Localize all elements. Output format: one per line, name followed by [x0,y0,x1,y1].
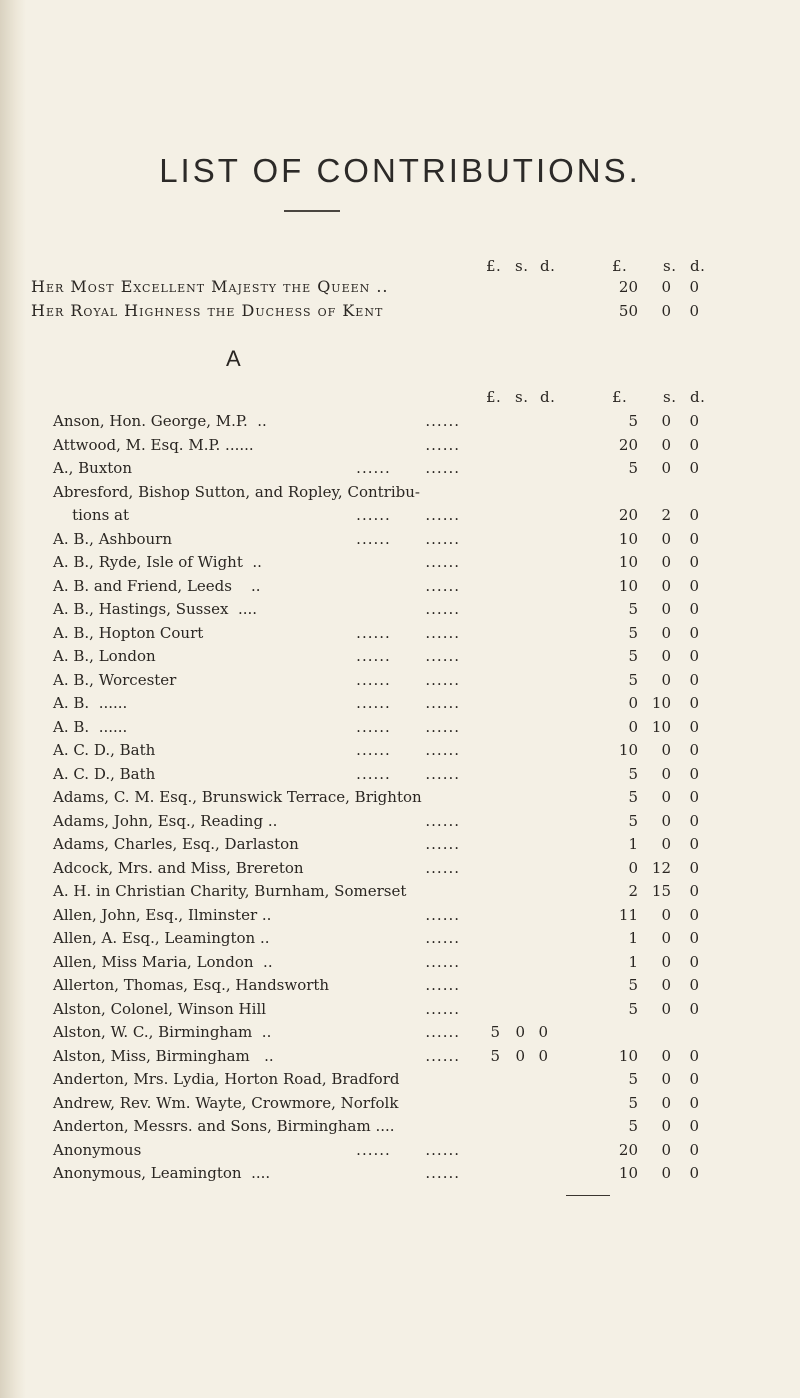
contributor-name: Allen, John, Esq., Ilminster .. [53,905,272,924]
total-pounds: 20 [618,506,638,524]
total-pence: 0 [689,600,699,618]
contribution-row [0,1139,800,1161]
contribution-row [0,716,800,738]
contributor-name: Adams, Charles, Esq., Darlaston [53,835,299,853]
sub-shillings: 0 [515,1046,525,1065]
total-shillings: 0 [661,553,671,571]
total-shillings: 0 [661,764,671,783]
header-pence-total: d. [690,388,706,406]
contribution-row [0,481,800,503]
total-pence: 0 [689,999,699,1018]
total-shillings: 0 [661,600,671,618]
total-shillings: 0 [661,623,671,642]
total-pence: 0 [689,506,699,524]
leader-dots: ...... [425,952,460,971]
leader-dots: ...... [425,929,460,947]
total-shillings: 0 [661,1117,671,1135]
contribution-row [0,857,800,879]
contributor-name: Anderton, Messrs. and Sons, Birmingham .... [53,1117,395,1135]
contribution-row [0,880,800,902]
contributor-name: A. B., Worcester [53,670,177,689]
section-letter: A [226,346,241,371]
contribution-row [0,1162,800,1184]
leader-dots: ...... ...... [356,694,460,712]
total-shillings: 0 [661,999,671,1018]
total-shillings: 0 [661,302,671,320]
total-pounds: 10 [618,553,638,571]
total-pounds: 20 [618,278,638,296]
total-pounds: 5 [628,670,638,689]
contributor-name: A. C. D., Bath [53,741,156,759]
total-pounds: 1 [628,952,638,971]
contribution-row [0,551,800,573]
total-pence: 0 [689,952,699,971]
leader-dots: ...... [425,435,460,454]
contributor-name: Anonymous, Leamington .... [53,1164,271,1182]
header-pounds-sub: £. [486,388,502,406]
sub-pounds: 5 [490,1023,500,1041]
contributor-name: Abresford, Bishop Sutton, and Ropley, Contribu- [53,482,420,501]
contribution-row [0,951,800,973]
contribution-row [0,434,800,456]
total-shillings: 0 [661,976,671,994]
total-pounds: 5 [628,412,638,430]
leader-dots: ...... ...... [356,741,460,759]
total-shillings: 0 [661,529,671,548]
total-shillings: 0 [661,576,671,595]
leader-dots: ...... ...... [356,506,460,524]
contribution-row [0,927,800,949]
contributor-name: Allen, Miss Maria, London .. [53,952,273,971]
total-pounds: 10 [618,741,638,759]
total-pence: 0 [689,576,699,595]
page-title: LIST OF CONTRIBUTIONS. [159,152,641,189]
header-shillings-sub: s. [515,388,529,406]
total-pence: 0 [689,647,699,665]
total-pounds: 1 [628,929,638,947]
total-shillings: 0 [661,811,671,830]
total-pence: 0 [689,670,699,689]
total-pounds: 5 [628,1117,638,1135]
total-pounds: 5 [628,647,638,665]
leader-dots: ...... ...... [356,670,460,689]
total-shillings: 0 [661,435,671,454]
total-pence: 0 [689,976,699,994]
total-pence: 0 [689,905,699,924]
contributor-name: A. C. D., Bath [53,764,156,783]
sub-pence: 0 [538,1023,548,1041]
total-pence: 0 [689,811,699,830]
contribution-row [0,575,800,597]
contributor-name: Alston, Colonel, Winson Hill [53,999,267,1018]
total-pounds: 10 [618,576,638,595]
contribution-row [0,1045,800,1067]
contributor-name: Allerton, Thomas, Esq., Handsworth [53,976,330,994]
contributor-name: Adams, C. M. Esq., Brunswick Terrace, Brighton [53,788,422,806]
total-pounds: 5 [628,976,638,994]
total-pence: 0 [689,412,699,430]
leader-dots: ...... ...... [356,1140,460,1159]
header-shillings-total: s. [663,257,677,275]
total-shillings: 0 [661,278,671,296]
contribution-row [0,1115,800,1137]
header-pence-sub: d. [540,388,556,406]
total-pence: 0 [689,764,699,783]
contribution-row [0,504,800,526]
total-pence: 0 [689,623,699,642]
contribution-row [0,1021,800,1043]
leader-dots: ...... ...... [356,647,460,665]
total-pence: 0 [689,694,699,712]
total-shillings: 0 [661,1164,671,1182]
contribution-row [0,833,800,855]
contributor-name: A. B., Hopton Court [53,623,204,642]
total-pence: 0 [689,741,699,759]
leader-dots: ...... [425,412,460,430]
total-shillings: 2 [661,506,671,524]
contributor-name: A. B., Hastings, Sussex .... [53,600,258,618]
total-shillings: 12 [651,858,671,877]
total-pence: 0 [689,459,699,477]
contribution-row [0,763,800,785]
leader-dots: ...... [425,553,460,571]
title-rule [284,210,340,212]
total-pounds: 5 [628,788,638,806]
leader-dots: ...... [425,905,460,924]
header-shillings-total: s. [663,388,677,406]
total-pounds: 0 [628,858,638,877]
contributor-name: A. B. and Friend, Leeds .. [53,576,261,595]
contributor-name: Adams, John, Esq., Reading .. [53,811,278,830]
sub-shillings: 0 [515,1023,525,1041]
header-pounds-sub: £. [486,257,502,275]
total-pence: 0 [689,788,699,806]
entry-name: Her Most Excellent Majesty the Queen .. [31,277,389,296]
total-pounds: 5 [628,764,638,783]
total-pence: 0 [689,1164,699,1182]
total-pounds: 2 [628,882,638,900]
total-pence: 0 [689,835,699,853]
contribution-row [0,786,800,808]
leader-dots: ...... [425,600,460,618]
royal-entry [0,300,800,322]
total-pence: 0 [689,1046,699,1065]
contributor-name: Alston, Miss, Birmingham .. [53,1046,274,1065]
leader-dots: ...... [425,999,460,1018]
contribution-row [0,692,800,714]
bracket-dash [566,1195,610,1196]
total-pence: 0 [689,278,699,296]
contribution-row [0,904,800,926]
total-pounds: 5 [628,1070,638,1088]
leader-dots: ...... [425,811,460,830]
total-shillings: 0 [661,647,671,665]
total-pence: 0 [689,1117,699,1135]
sub-pence: 0 [538,1046,548,1065]
total-pence: 0 [689,435,699,454]
leader-dots: ...... ...... [356,459,460,477]
leader-dots: ...... ...... [356,717,460,736]
total-pence: 0 [689,858,699,877]
contributor-name: Andrew, Rev. Wm. Wayte, Crowmore, Norfolk [53,1093,399,1112]
total-pounds: 20 [618,435,638,454]
total-pounds: 0 [628,717,638,736]
total-pounds: 5 [628,459,638,477]
header-pounds-total: £. [612,388,628,406]
total-shillings: 0 [661,835,671,853]
total-pounds: 10 [618,1164,638,1182]
total-pence: 0 [689,553,699,571]
contribution-row [0,1068,800,1090]
entry-name: Her Royal Highness the Duchess of Kent [31,301,384,320]
contribution-row [0,810,800,832]
leader-dots: ...... [425,835,460,853]
contribution-row [0,974,800,996]
total-pounds: 5 [628,999,638,1018]
total-shillings: 0 [661,1070,671,1088]
total-shillings: 10 [651,694,671,712]
total-pence: 0 [689,882,699,900]
contributor-name: Anonymous [53,1140,142,1159]
header-pence-sub: d. [540,257,556,275]
contribution-row [0,622,800,644]
total-pounds: 1 [628,835,638,853]
contribution-row [0,528,800,550]
contribution-row [0,669,800,691]
leader-dots: ...... [425,1164,460,1182]
total-pounds: 0 [628,694,638,712]
contributor-name: A. B. ...... [53,694,128,712]
contributor-name: A. B. ...... [53,717,128,736]
contribution-row [0,645,800,667]
total-shillings: 15 [651,882,671,900]
leader-dots: ...... [425,1023,460,1041]
contributor-name: tions at [53,506,130,524]
total-pence: 0 [689,1093,699,1112]
contributor-name: Alston, W. C., Birmingham .. [53,1023,272,1041]
total-shillings: 0 [661,788,671,806]
contributor-name: Anderton, Mrs. Lydia, Horton Road, Bradford [53,1070,400,1088]
contribution-row [0,457,800,479]
contribution-row [0,598,800,620]
contributor-name: Anson, Hon. George, M.P. .. [53,412,267,430]
header-pence-total: d. [690,257,706,275]
total-pence: 0 [689,1070,699,1088]
total-shillings: 0 [661,741,671,759]
contributor-name: Attwood, M. Esq. M.P. ...... [53,435,254,454]
leader-dots: ...... ...... [356,764,460,783]
total-pounds: 10 [618,1046,638,1065]
sub-pounds: 5 [490,1046,500,1065]
contribution-row [0,410,800,432]
royal-entry [0,276,800,298]
total-pounds: 5 [628,600,638,618]
header-pounds-total: £. [612,257,628,275]
leader-dots: ...... ...... [356,529,460,548]
total-shillings: 0 [661,1140,671,1159]
total-shillings: 0 [661,905,671,924]
total-pounds: 5 [628,623,638,642]
total-pounds: 5 [628,1093,638,1112]
total-pence: 0 [689,1140,699,1159]
total-shillings: 0 [661,952,671,971]
total-pounds: 10 [618,529,638,548]
contribution-row [0,1092,800,1114]
leader-dots: ...... [425,1046,460,1065]
contributor-name: A. B., Ryde, Isle of Wight .. [53,553,262,571]
total-pounds: 50 [618,302,638,320]
total-pounds: 11 [618,905,638,924]
contributor-name: Allen, A. Esq., Leamington .. [53,929,270,947]
contributor-name: A. B., Ashbourn [53,529,173,548]
total-shillings: 0 [661,412,671,430]
leader-dots: ...... ...... [356,623,460,642]
contributor-name: Adcock, Mrs. and Miss, Brereton [53,858,304,877]
total-shillings: 0 [661,929,671,947]
contributor-name: A. B., London [53,647,156,665]
total-shillings: 0 [661,670,671,689]
leader-dots: ...... [425,576,460,595]
total-pence: 0 [689,302,699,320]
total-shillings: 0 [661,1093,671,1112]
header-shillings-sub: s. [515,257,529,275]
leader-dots: ...... [425,976,460,994]
total-shillings: 0 [661,459,671,477]
contribution-row [0,998,800,1020]
total-pence: 0 [689,529,699,548]
total-shillings: 0 [661,1046,671,1065]
total-pounds: 20 [618,1140,638,1159]
total-pence: 0 [689,929,699,947]
contributor-name: A. H. in Christian Charity, Burnham, Somerset [53,882,407,900]
contribution-row [0,739,800,761]
total-pounds: 5 [628,811,638,830]
total-shillings: 10 [651,717,671,736]
leader-dots: ...... [425,858,460,877]
total-pence: 0 [689,717,699,736]
contributor-name: A., Buxton [53,459,132,477]
